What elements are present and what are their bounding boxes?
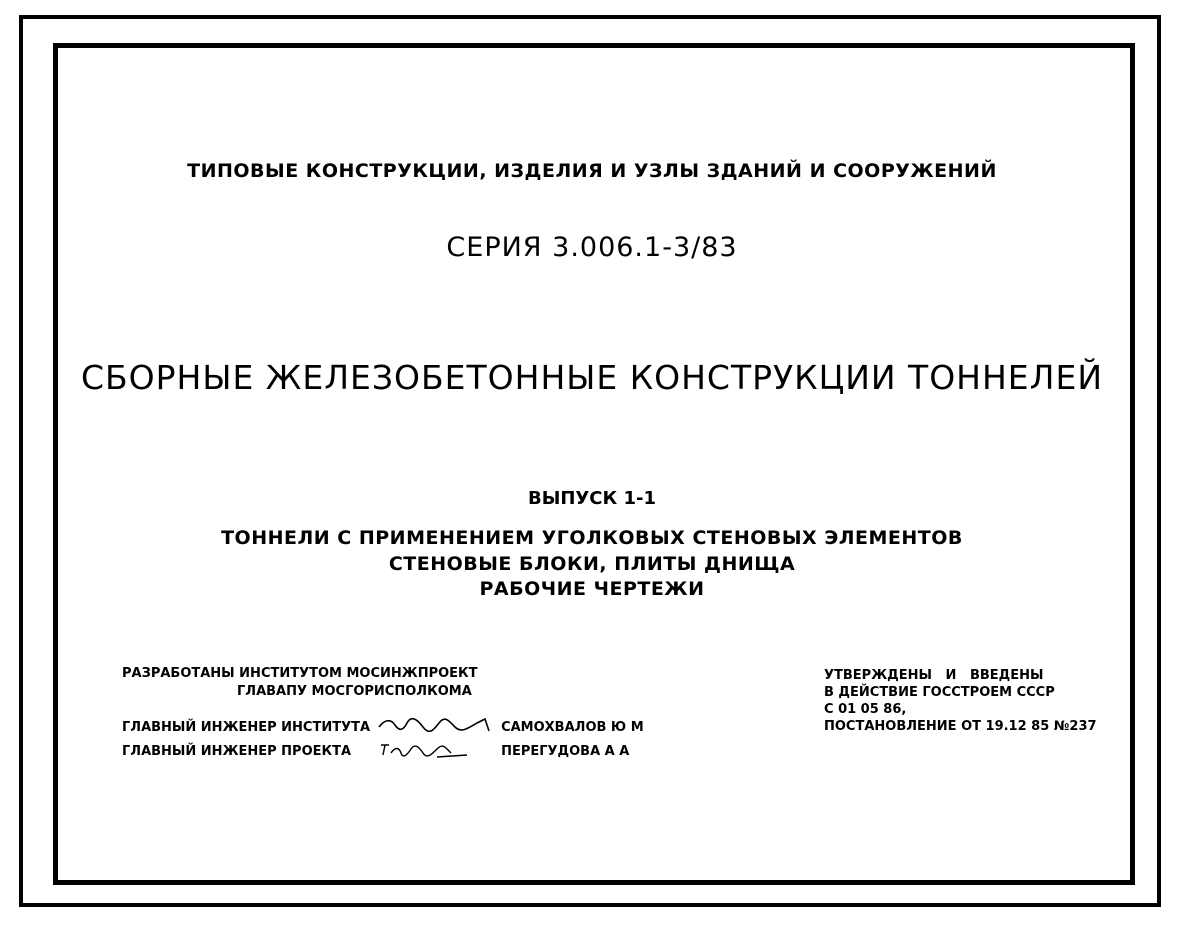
- developer-block: [122, 665, 478, 701]
- developer-line-1: РАЗРАБОТАНЫ ИНСТИТУТОМ МОСИНЖПРОЕКТ: [122, 666, 478, 681]
- approval-line-3: С 01 05 86,: [824, 702, 907, 717]
- catalog-title: ТИПОВЫЕ КОНСТРУКЦИИ, ИЗДЕЛИЯ И УЗЛЫ ЗДАНИЙ И СООРУЖЕНИЙ: [187, 160, 997, 182]
- handwritten-signature: [377, 739, 497, 763]
- signatory-name: ПЕРЕГУДОВА А А: [501, 743, 630, 759]
- handwritten-signature: [377, 715, 497, 739]
- signatory-row-2: [122, 739, 629, 763]
- approval-block: [824, 667, 1097, 735]
- signatory-role: ГЛАВНЫЙ ИНЖЕНЕР ПРОЕКТА: [122, 743, 352, 759]
- approval-line-2: В ДЕЙСТВИЕ ГОССТРОЕМ СССР: [824, 685, 1055, 700]
- developer-line-2: ГЛАВАПУ МОСГОРИСПОЛКОМА: [237, 684, 472, 699]
- series-number: СЕРИЯ 3.006.1-3/83: [446, 232, 738, 263]
- signatory-row-1: [122, 715, 644, 739]
- approval-line-4: ПОСТАНОВЛЕНИЕ ОТ 19.12 85 №237: [824, 719, 1097, 734]
- signatory-name: САМОХВАЛОВ Ю М: [501, 719, 644, 735]
- description-line-2: СТЕНОВЫЕ БЛОКИ, ПЛИТЫ ДНИЩА: [388, 553, 796, 575]
- description-line-1: ТОННЕЛИ С ПРИМЕНЕНИЕМ УГОЛКОВЫХ СТЕНОВЫХ ЭЛЕМЕНТОВ: [221, 527, 963, 549]
- issue-number: ВЫПУСК 1-1: [527, 488, 657, 509]
- signatory-role: ГЛАВНЫЙ ИНЖЕНЕР ИНСТИТУТА: [122, 719, 371, 735]
- document-title: СБОРНЫЕ ЖЕЛЕЗОБЕТОННЫЕ КОНСТРУКЦИИ ТОННЕЛЕЙ: [80, 358, 1104, 397]
- description-line-3: РАБОЧИЕ ЧЕРТЕЖИ: [479, 578, 705, 600]
- approval-line-1: УТВЕРЖДЕНЫ И ВВЕДЕНЫ: [824, 668, 1044, 683]
